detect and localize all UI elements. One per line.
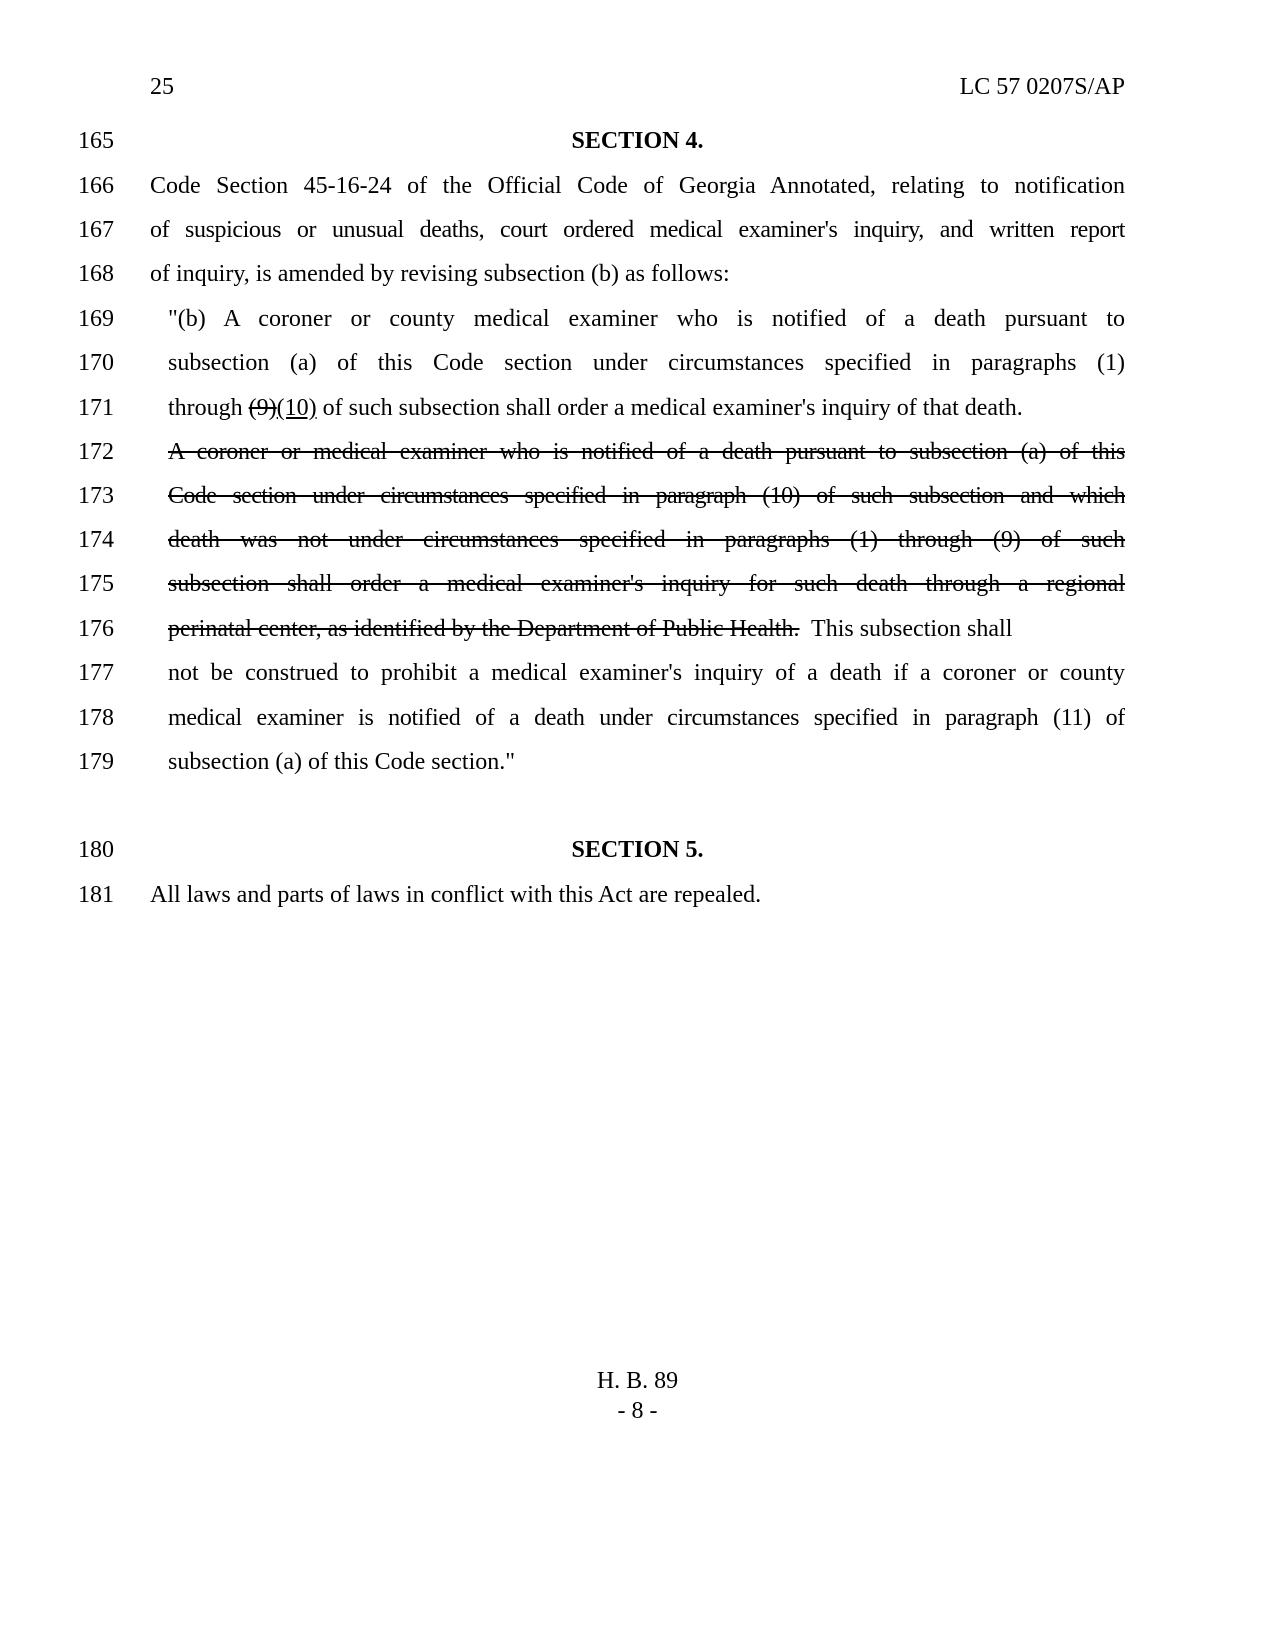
line-169 [0,296,1275,342]
line-176 [0,606,1275,652]
line-number: 181 [78,882,114,908]
inserted-text: (10) [276,395,317,421]
line-number: 170 [78,350,114,376]
page-number-top: 25 [150,74,174,100]
line-number: 174 [78,527,114,553]
line-number: 180 [78,837,114,863]
line-text [168,385,1125,431]
line-170 [0,340,1275,386]
bill-number: H. B. 89 [596,1368,679,1394]
line-number: 178 [78,705,114,731]
line-number: 166 [78,173,114,199]
line-181 [0,872,1275,918]
line-text: "(b) A coroner or county medical examiner who is notified of a death pursuant to [168,306,1125,332]
line-text: All laws and parts of laws in conflict with this Act are repealed. [150,882,762,908]
line-text: Code Section 45-16-24 of the Official Code of Georgia Annotated, relating to notification [150,173,1125,199]
line-text: of inquiry, is amended by revising subsection (b) as follows: [150,261,730,287]
line-number: 172 [78,439,114,465]
text-run: of such subsection shall order a medical examiner's inquiry of that death. [316,395,1023,421]
line-number: 169 [78,306,114,332]
line-number: 171 [78,395,114,421]
section-5-heading: SECTION 5. [571,837,704,863]
line-165 [0,118,1275,164]
section-4-heading: SECTION 4. [571,128,704,154]
line-number: 176 [78,616,114,642]
line-text: of suspicious or unusual deaths, court ordered medical examiner's inquiry, and written report [150,217,1125,243]
text-run: through [168,395,249,421]
line-number: 165 [78,128,114,154]
line-175 [0,561,1275,607]
line-177 [0,650,1275,696]
line-number: 167 [78,217,114,243]
line-text: medical examiner is notified of a death under circumstances specified in paragraph (11) of [168,705,1125,731]
line-179 [0,739,1275,785]
document-id: LC 57 0207S/AP [959,74,1125,100]
struck-text: death was not under circumstances specified in paragraphs (1) through (9) of such [168,527,1125,553]
struck-text: Code section under circumstances specified in paragraph (10) of such subsection and which [168,483,1125,509]
line-number: 173 [78,483,114,509]
line-number: 168 [78,261,114,287]
line-text: subsection (a) of this Code section." [168,749,516,775]
line-174 [0,517,1275,563]
line-text [168,606,1125,652]
line-171 [0,385,1275,431]
line-number: 179 [78,749,114,775]
line-text: subsection (a) of this Code section under circumstances specified in paragraphs (1) [168,350,1125,376]
line-number: 177 [78,660,114,686]
line-168 [0,251,1275,297]
struck-text: (9) [248,395,277,421]
line-166 [0,163,1275,209]
line-172 [0,429,1275,475]
struck-text: perinatal center, as identified by the Department of Public Health. [168,616,800,642]
line-number: 175 [78,571,114,597]
line-178 [0,695,1275,741]
struck-text: subsection shall order a medical examiner's inquiry for such death through a regional [168,571,1125,597]
page-number-footer: - 8 - [617,1398,658,1424]
line-text: not be construed to prohibit a medical examiner's inquiry of a death if a coroner or county [168,660,1125,686]
text-run: This subsection shall [799,616,1013,642]
line-180 [0,827,1275,873]
line-173 [0,473,1275,519]
struck-text: A coroner or medical examiner who is notified of a death pursuant to subsection (a) of this [168,439,1125,465]
line-167 [0,207,1275,253]
